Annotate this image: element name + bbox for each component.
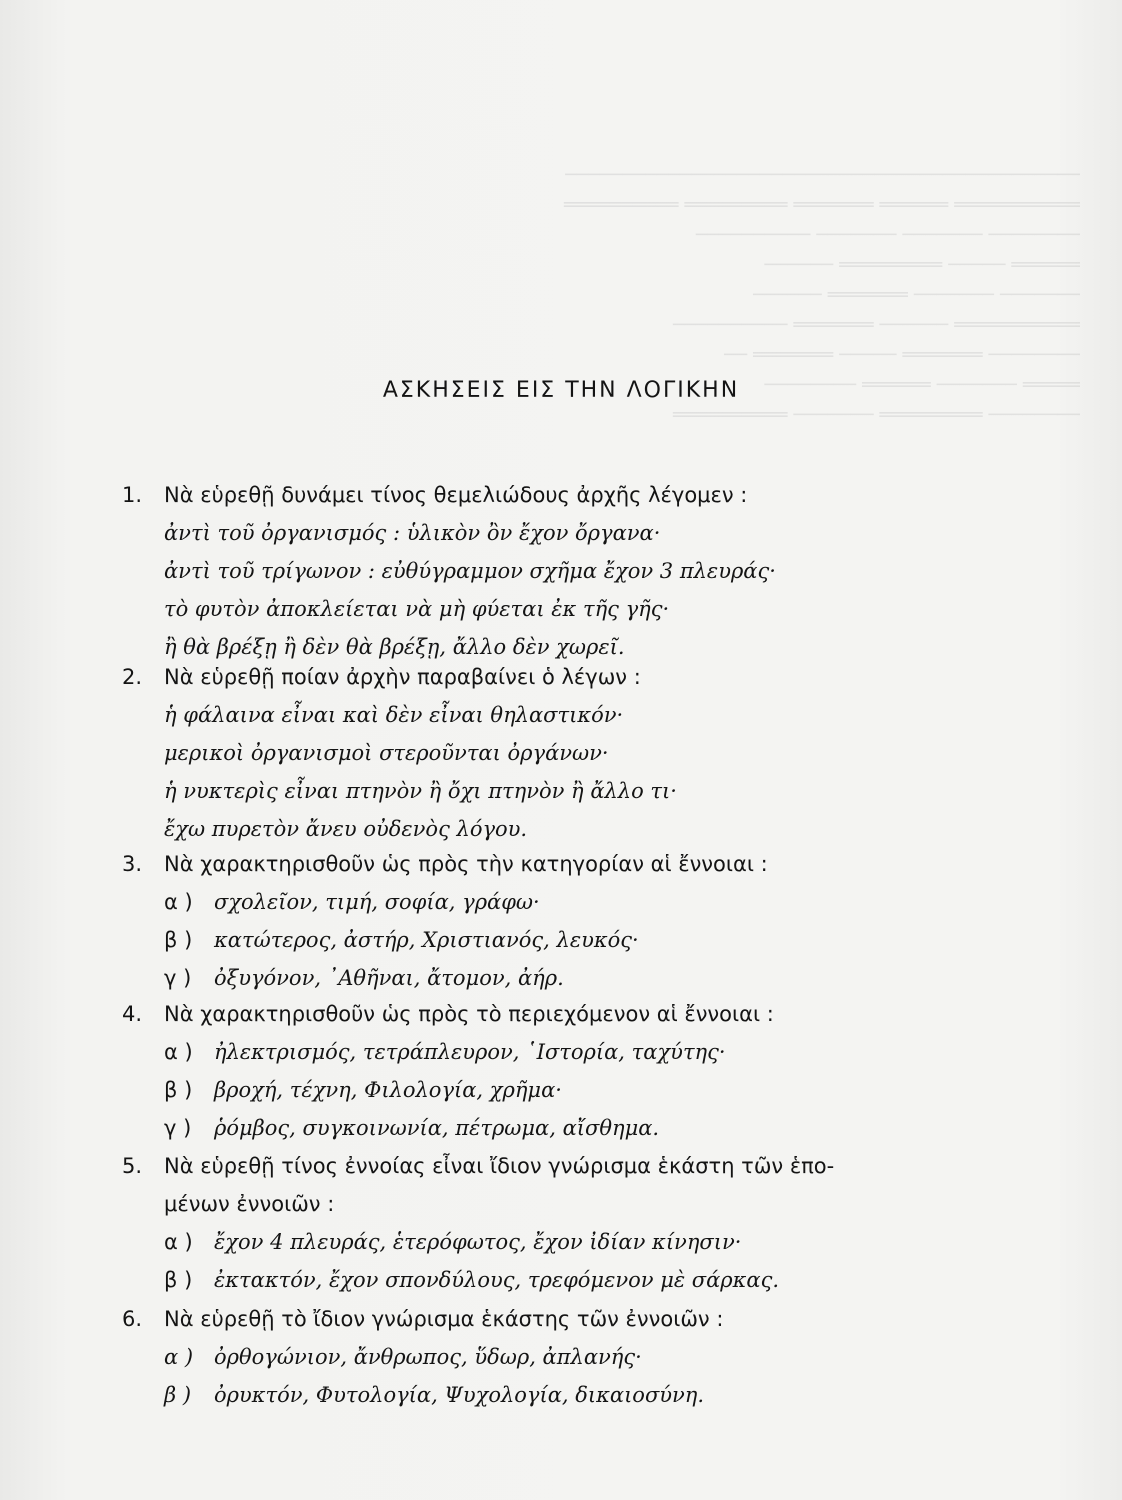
item-label: β ) [164, 928, 193, 952]
item-text: ἐκτακτόν, ἔχον σπονδύλους, τρεφόμενον μὲ σάρκας. [214, 1268, 780, 1292]
exercise-item [122, 1033, 1112, 1071]
exercise-item [122, 959, 1112, 997]
exercise-line: ἢ θὰ βρέξῃ ἢ δὲν θὰ βρέξῃ, ἄλλο δὲν χωρεῖ. [164, 635, 625, 659]
exercise-stem: Νὰ εὑρεθῇ τὸ ἴδιον γνώρισμα ἑκάστης τῶν ἐννοιῶν : [164, 1307, 724, 1331]
item-text: ὀρθογώνιον, ἄνθρωπος, ὕδωρ, ἀπλανής· [214, 1345, 642, 1369]
exercise-item [122, 1109, 1112, 1147]
exercise-item [122, 1223, 1112, 1261]
exercise-number: 5. [122, 1154, 143, 1178]
exercise-6 [122, 1300, 1112, 1414]
item-text: ἠλεκτρισμός, τετράπλευρον, ῾Ιστορία, ταχύτης· [214, 1040, 726, 1064]
item-text: κατώτερος, ἀστήρ, Χριστιανός, λευκός· [214, 928, 639, 952]
exercise-stem: Νὰ χαρακτηρισθοῦν ὡς πρὸς τὴν κατηγορίαν αἱ ἔννοιαι : [164, 852, 768, 876]
item-label: α ) [164, 890, 193, 914]
exercise-number: 6. [122, 1307, 143, 1331]
exercise-stem-continuation: μένων ἐννοιῶν : [164, 1192, 335, 1216]
item-text: σχολεῖον, τιμή, σοφία, γράφω· [214, 890, 540, 914]
exercise-item [122, 1261, 1112, 1299]
exercise-stem: Νὰ χαρακτηρισθοῦν ὡς πρὸς τὸ περιεχόμενον αἱ ἔννοιαι : [164, 1002, 774, 1026]
item-text: βροχή, τέχνη, Φιλολογία, χρῆμα· [214, 1078, 562, 1102]
exercise-1 [122, 476, 1112, 666]
item-label: β ) [164, 1078, 193, 1102]
exercise-stem: Νὰ εὑρεθῇ ποίαν ἀρχὴν παραβαίνει ὁ λέγων : [164, 665, 641, 689]
exercise-item [122, 1071, 1112, 1109]
exercise-number: 1. [122, 483, 143, 507]
exercise-item [122, 1376, 1112, 1414]
exercise-item [122, 921, 1112, 959]
exercise-stem: Νὰ εὑρεθῇ δυνάμει τίνος θεμελιώδους ἀρχῆς λέγομεν : [164, 483, 748, 507]
exercise-line: ἡ νυκτερὶς εἶναι πτηνὸν ἢ ὄχι πτηνὸν ἢ ἄλλο τι· [164, 779, 677, 803]
item-label: γ ) [164, 1116, 192, 1140]
item-label: γ ) [164, 966, 192, 990]
exercise-line: ἀντὶ τοῦ τρίγωνον : εὐθύγραμμον σχῆμα ἔχον 3 πλευράς· [164, 559, 776, 583]
item-text: ὀξυγόνον, ᾿Αθῆναι, ἄτομον, ἀήρ. [214, 966, 564, 990]
item-label: α ) [164, 1040, 193, 1064]
exercise-stem: Νὰ εὑρεθῇ τίνος ἐννοίας εἶναι ἴδιον γνώρισμα ἑκάστη τῶν ἑπο- [164, 1154, 835, 1178]
item-label: β ) [164, 1383, 192, 1407]
exercise-line: ἔχω πυρετὸν ἄνευ οὐδενὸς λόγου. [164, 817, 528, 841]
item-text: ἔχον 4 πλευράς, ἑτερόφωτος, ἔχον ἰδίαν κίνησιν· [214, 1230, 742, 1254]
exercise-line: τὸ φυτὸν ἀποκλείεται νὰ μὴ φύεται ἐκ τῆς γῆς· [164, 597, 670, 621]
exercise-item [122, 883, 1112, 921]
exercise-2 [122, 658, 1112, 848]
exercise-item [122, 1338, 1112, 1376]
item-text: ῥόμβος, συγκοινωνία, πέτρωμα, αἴσθημα. [214, 1116, 660, 1140]
bleed-through-text: ───────────────────────────────────────────── ═══════════ ══════ ═══════ ═════════ ══════════ ──────── ─────── ─────── ────────── ══════ ───── ═════════ ────── ─────── ─────── ═══════ ────── ═══════════ ────── ═══════ ────────── ──────── ═══════ ───── ═══════ ── ═════ ─────── ══════ ──────── ──────── ═════════ ─────── ══════════ [563, 164, 1080, 426]
exercise-number: 2. [122, 665, 143, 689]
exercise-number: 4. [122, 1002, 143, 1026]
exercise-4 [122, 995, 1112, 1147]
item-text: ὀρυκτόν, Φυτολογία, Ψυχολογία, δικαιοσύνη. [214, 1383, 705, 1407]
item-label: α ) [164, 1230, 193, 1254]
exercise-line: μερικοὶ ὀργανισμοὶ στεροῦνται ὀργάνων· [164, 741, 609, 765]
page-title: ΑΣΚΗΣΕΙΣ ΕΙΣ ΤΗΝ ΛΟΓΙΚΗΝ [382, 378, 740, 403]
exercise-3 [122, 845, 1112, 997]
item-label: β ) [164, 1268, 193, 1292]
exercise-5 [122, 1147, 1112, 1299]
exercise-number: 3. [122, 852, 143, 876]
exercise-line: ἡ φάλαινα εἶναι καὶ δὲν εἶναι θηλαστικόν· [164, 703, 624, 727]
item-label: α ) [164, 1345, 194, 1369]
exercise-line: ἀντὶ τοῦ ὀργανισμός : ὑλικὸν ὂν ἔχον ὄργανα· [164, 521, 661, 545]
